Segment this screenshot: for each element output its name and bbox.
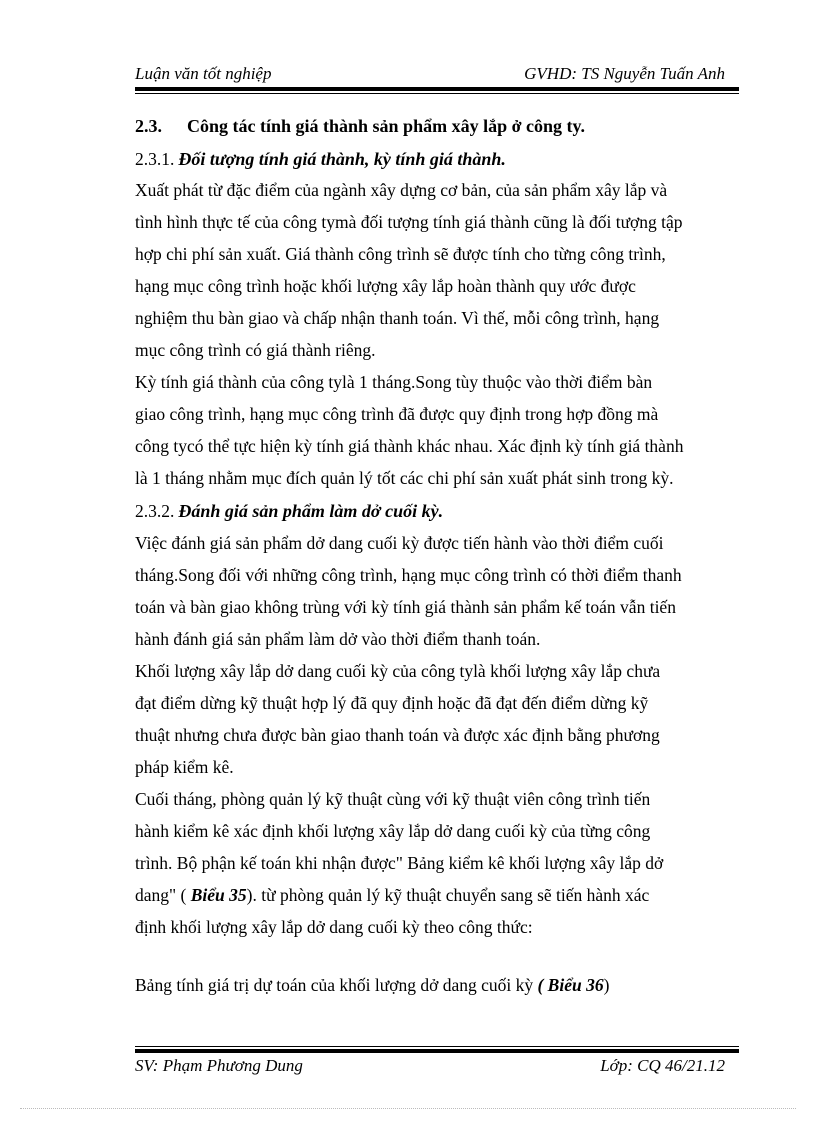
text-run: ) xyxy=(603,975,610,995)
footer-rule-thin xyxy=(135,1046,739,1047)
text-run: dang" ( xyxy=(135,885,191,905)
subsection-title: Đánh giá sản phẩm làm dở cuối kỳ. xyxy=(178,501,444,521)
paragraph-line: hành đánh giá sản phẩm làm dở vào thời điểm thanh toán. xyxy=(135,629,541,649)
paragraph-line: nghiệm thu bàn giao và chấp nhận thanh toán. Vì thế, mỗi công trình, hạng xyxy=(135,308,660,328)
paragraph-line: tháng.Song đối với những công trình, hạng mục công trình có thời điểm thanh xyxy=(135,565,682,585)
paragraph-line: Cuối tháng, phòng quản lý kỹ thuật cùng với kỹ thuật viên công trình tiến xyxy=(135,789,651,809)
subsection-title: Đối tượng tính giá thành, kỳ tính giá thành. xyxy=(178,149,506,169)
paragraph-line: hành kiểm kê xác định khối lượng xây lắp dở dang cuối kỳ của từng công xyxy=(135,821,651,841)
subsection-number: 2.3.2. xyxy=(135,501,175,521)
subsection-number: 2.3.1. xyxy=(135,149,175,169)
paragraph-line: Kỳ tính giá thành của công tylà 1 tháng.Song tùy thuộc vào thời điểm bàn xyxy=(135,372,653,392)
paragraph-line xyxy=(135,975,609,996)
paragraph-line: pháp kiểm kê. xyxy=(135,757,234,777)
section-heading xyxy=(135,116,585,137)
header-rule-thin xyxy=(135,93,739,94)
paragraph-line xyxy=(135,885,649,906)
footer-rule xyxy=(135,1049,739,1053)
header-advisor: GVHD: TS Nguyễn Tuấn Anh xyxy=(524,64,725,83)
subsection-heading-1 xyxy=(135,149,506,170)
paragraph-line: hạng mục công trình hoặc khối lượng xây lắp hoàn thành quy ước được xyxy=(135,276,636,296)
header-rule xyxy=(135,87,739,91)
paragraph-line: định khối lượng xây lắp dở dang cuối kỳ theo công thức: xyxy=(135,917,533,937)
paragraph-line: Khối lượng xây lắp dở dang cuối kỳ của công tylà khối lượng xây lắp chưa xyxy=(135,661,661,681)
paragraph-line: là 1 tháng nhằm mục đích quản lý tốt các chi phí sản xuất phát sinh trong kỳ. xyxy=(135,468,674,488)
footer-student: SV: Phạm Phương Dung xyxy=(135,1056,303,1075)
paragraph-line: đạt điểm dừng kỹ thuật hợp lý đã quy định hoặc đã đạt đến điểm dừng kỹ xyxy=(135,693,649,713)
page-edge-divider xyxy=(20,1108,796,1109)
paragraph-line: tình hình thực tế của công tymà đối tượng tính giá thành cũng là đối tượng tập xyxy=(135,212,683,232)
paragraph-line: công tycó thể tực hiện kỳ tính giá thành khác nhau. Xác định kỳ tính giá thành xyxy=(135,436,684,456)
form-reference: ( Biểu 36 xyxy=(537,975,604,995)
paragraph-line: giao công trình, hạng mục công trình đã được quy định trong hợp đồng mà xyxy=(135,404,659,424)
form-reference: Biểu 35 xyxy=(190,885,247,905)
text-run: Bảng tính giá trị dự toán của khối lượng dở dang cuối kỳ xyxy=(135,975,538,995)
text-run: ). từ phòng quản lý kỹ thuật chuyển sang sẽ tiến hành xác xyxy=(246,885,650,905)
paragraph-line: Xuất phát từ đặc điểm của ngành xây dựng cơ bản, của sản phẩm xây lắp và xyxy=(135,180,668,200)
section-number: 2.3. xyxy=(135,116,162,136)
paragraph-line: trình. Bộ phận kế toán khi nhận được" Bảng kiểm kê khối lượng xây lắp dở xyxy=(135,853,664,873)
footer-class: Lớp: CQ 46/21.12 xyxy=(600,1056,725,1075)
paragraph-line: thuật nhưng chưa được bàn giao thanh toán và được xác định bằng phương xyxy=(135,725,660,745)
subsection-heading-2 xyxy=(135,501,443,522)
paragraph-line: Việc đánh giá sản phẩm dở dang cuối kỳ được tiến hành vào thời điểm cuối xyxy=(135,533,664,553)
paragraph-line: mục công trình có giá thành riêng. xyxy=(135,340,376,360)
page-header xyxy=(135,64,739,86)
page-footer xyxy=(135,1056,739,1078)
header-thesis-label: Luận văn tốt nghiệp xyxy=(135,64,272,83)
paragraph-line: toán và bàn giao không trùng với kỳ tính giá thành sản phẩm kế toán vẫn tiến xyxy=(135,597,676,617)
paragraph-line: hợp chi phí sản xuất. Giá thành công trình sẽ được tính cho từng công trình, xyxy=(135,244,666,264)
section-title: Công tác tính giá thành sản phẩm xây lắp ở công ty. xyxy=(187,116,586,136)
